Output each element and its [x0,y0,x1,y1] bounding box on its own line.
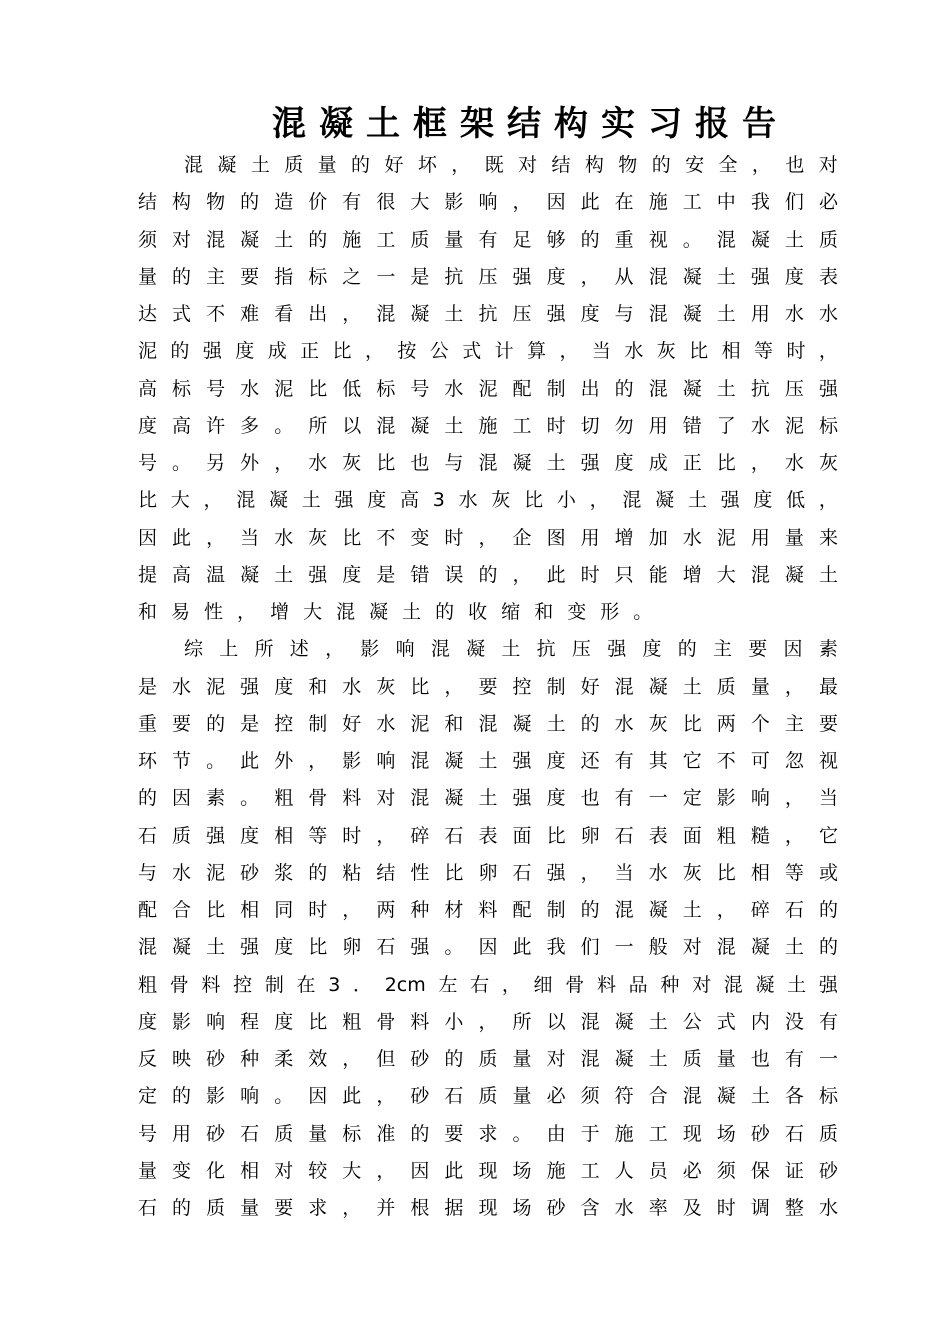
body-text-line: 度 高 许 多 。 所 以 混 凝 土 施 工 时 切 勿 用 错 了 水 泥 标 [138,414,838,437]
body-text-line: 提 高 温 凝 土 强 度 是 错 误 的 ， 此 时 只 能 增 大 混 凝 土 [138,563,838,586]
body-text-line: 混 凝 土 强 度 比 卵 石 强 。 因 此 我 们 一 般 对 混 凝 土 的 [138,936,838,959]
body-text-line: 定 的 影 响 。 因 此 ， 砂 石 质 量 必 须 符 合 混 凝 土 各 标 [138,1085,838,1108]
body-text-line: 比 大 ， 混 凝 土 强 度 高 3 水 灰 比 小 ， 混 凝 土 强 度 低 ， [138,489,838,512]
body-text-line: 石 质 强 度 相 等 时 ， 碎 石 表 面 比 卵 石 表 面 粗 糙 ， 它 [138,824,838,847]
body-text-line: 高 标 号 水 泥 比 低 标 号 水 泥 配 制 出 的 混 凝 土 抗 压 强 [138,377,838,400]
body-text-line: 量 的 主 要 指 标 之 一 是 抗 压 强 度 ， 从 混 凝 土 强 度 表 [138,265,838,288]
document-title: 混凝土框架结构实习报告 [272,104,789,144]
body-text-line: 混 凝 土 质 量 的 好 坏 ， 既 对 结 构 物 的 安 全 ， 也 对 [184,154,838,176]
body-text-line: 和 易 性 ， 增 大 混 凝 土 的 收 缩 和 变 形 。 [138,601,653,623]
body-text-line: 配 合 比 相 同 时 ， 两 种 材 料 配 制 的 混 凝 土 ， 碎 石 的 [138,899,838,921]
body-text-line: 号 用 砂 石 质 量 标 准 的 要 求 。 由 于 施 工 现 场 砂 石 质 [138,1122,838,1145]
body-text-line: 达 式 不 难 看 出 ， 混 凝 土 抗 压 强 度 与 混 凝 土 用 水 水 [138,303,838,325]
body-text-line: 重 要 的 是 控 制 好 水 泥 和 混 凝 土 的 水 灰 比 两 个 主 要 [138,712,838,735]
body-text-line: 号 。 另 外 ， 水 灰 比 也 与 混 凝 土 强 度 成 正 比 ， 水 灰 [138,452,838,474]
body-text-line: 是 水 泥 强 度 和 水 灰 比 ， 要 控 制 好 混 凝 土 质 量 ， 最 [138,675,838,698]
body-text-line: 量 变 化 相 对 较 大 ， 因 此 现 场 施 工 人 员 必 须 保 证 砂 [138,1159,838,1182]
body-text-line: 环 节 。 此 外 ， 影 响 混 凝 土 强 度 还 有 其 它 不 可 忽 视 [138,750,838,772]
body-text-line: 综 上 所 述 ， 影 响 混 凝 土 抗 压 强 度 的 主 要 因 素 [184,638,838,661]
body-text-line: 泥 的 强 度 成 正 比 ， 按 公 式 计 算 ， 当 水 灰 比 相 等 时 ， [138,340,838,363]
body-text-line: 因 此 ， 当 水 灰 比 不 变 时 ， 企 图 用 增 加 水 泥 用 量 来 [138,526,838,549]
body-text-line: 的 因 素 。 粗 骨 料 对 混 凝 土 强 度 也 有 一 定 影 响 ， 当 [138,787,838,810]
body-text-line: 粗 骨 料 控 制 在 3 ． 2cm 左 右 ， 细 骨 料 品 种 对 混 凝 土 强 [138,973,838,996]
body-text-line: 结 构 物 的 造 价 有 很 大 影 响 ， 因 此 在 施 工 中 我 们 必 [138,191,838,214]
body-text-line: 与 水 泥 砂 浆 的 粘 结 性 比 卵 石 强 ， 当 水 灰 比 相 等 或 [138,861,838,884]
body-text-line: 须 对 混 凝 土 的 施 工 质 量 有 足 够 的 重 视 。 混 凝 土 质 [138,228,838,251]
body-text-line: 石 的 质 量 要 求 ， 并 根 据 现 场 砂 含 水 率 及 时 调 整 水 [138,1197,838,1219]
body-text-line: 反 映 砂 种 柔 效 ， 但 砂 的 质 量 对 混 凝 土 质 量 也 有 一 [138,1048,838,1070]
body-text-line: 度 影 响 程 度 比 粗 骨 料 小 ， 所 以 混 凝 土 公 式 内 没 有 [138,1010,838,1033]
